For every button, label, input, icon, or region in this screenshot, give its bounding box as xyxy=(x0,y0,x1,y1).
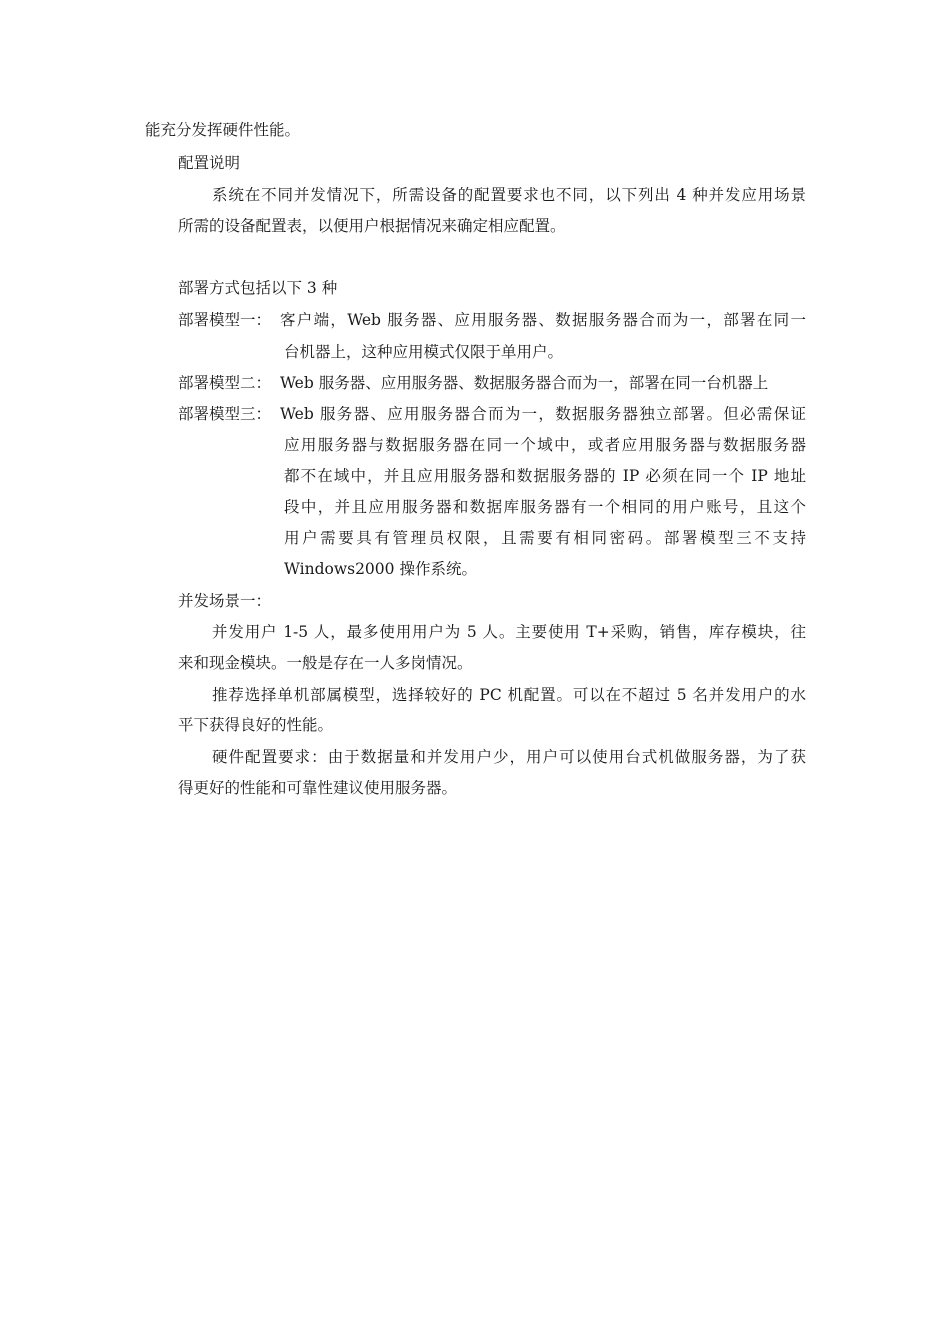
text-line: 部署方式包括以下 3 种 xyxy=(178,279,338,297)
model-text-line: 都不在域中，并且应用服务器和数据服务器的 IP 必须在同一个 IP 地址 xyxy=(284,467,806,485)
paragraph-line: 平下获得良好的性能。 xyxy=(178,716,334,734)
paragraph-line: 来和现金模块。一般是存在一人多岗情况。 xyxy=(178,654,473,672)
model-label: 部署模型三： xyxy=(178,405,272,423)
model-text-line: Web 服务器、应用服务器合而为一，数据服务器独立部署。但必需保证 xyxy=(280,405,806,423)
model-text-line: 应用服务器与数据服务器在同一个域中，或者应用服务器与数据服务器 xyxy=(284,436,806,454)
model-label: 部署模型一： xyxy=(178,311,272,329)
paragraph-line: 所需的设备配置表，以便用户根据情况来确定相应配置。 xyxy=(178,217,566,235)
model-text-line: 段中，并且应用服务器和数据库服务器有一个相同的用户账号，且这个 xyxy=(284,498,806,516)
section-heading: 并发场景一： xyxy=(178,592,272,610)
paragraph-line: 系统在不同并发情况下，所需设备的配置要求也不同，以下列出 4 种并发应用场景 xyxy=(212,186,806,204)
paragraph-line: 得更好的性能和可靠性建议使用服务器。 xyxy=(178,779,458,797)
paragraph-line: 推荐选择单机部属模型，选择较好的 PC 机配置。可以在不超过 5 名并发用户的水 xyxy=(212,686,806,704)
text-line: 能充分发挥硬件性能。 xyxy=(145,121,301,139)
paragraph-line: 硬件配置要求：由于数据量和并发用户少，用户可以使用台式机做服务器，为了获 xyxy=(212,748,806,766)
model-text-line: 台机器上，这种应用模式仅限于单用户。 xyxy=(284,343,564,361)
model-text-line: 客户端，Web 服务器、应用服务器、数据服务器合而为一，部署在同一 xyxy=(280,311,806,329)
paragraph-line: 并发用户 1-5 人，最多使用用户为 5 人。主要使用 T+采购，销售，库存模块，往 xyxy=(212,623,806,641)
model-label: 部署模型二： xyxy=(178,374,272,392)
section-heading: 配置说明 xyxy=(178,154,241,172)
model-text-line: 用户需要具有管理员权限，且需要有相同密码。部署模型三不支持 xyxy=(284,529,806,547)
model-text-line: Windows2000 操作系统。 xyxy=(284,560,477,578)
model-text-line: Web 服务器、应用服务器、数据服务器合而为一，部署在同一台机器上 xyxy=(280,374,769,392)
